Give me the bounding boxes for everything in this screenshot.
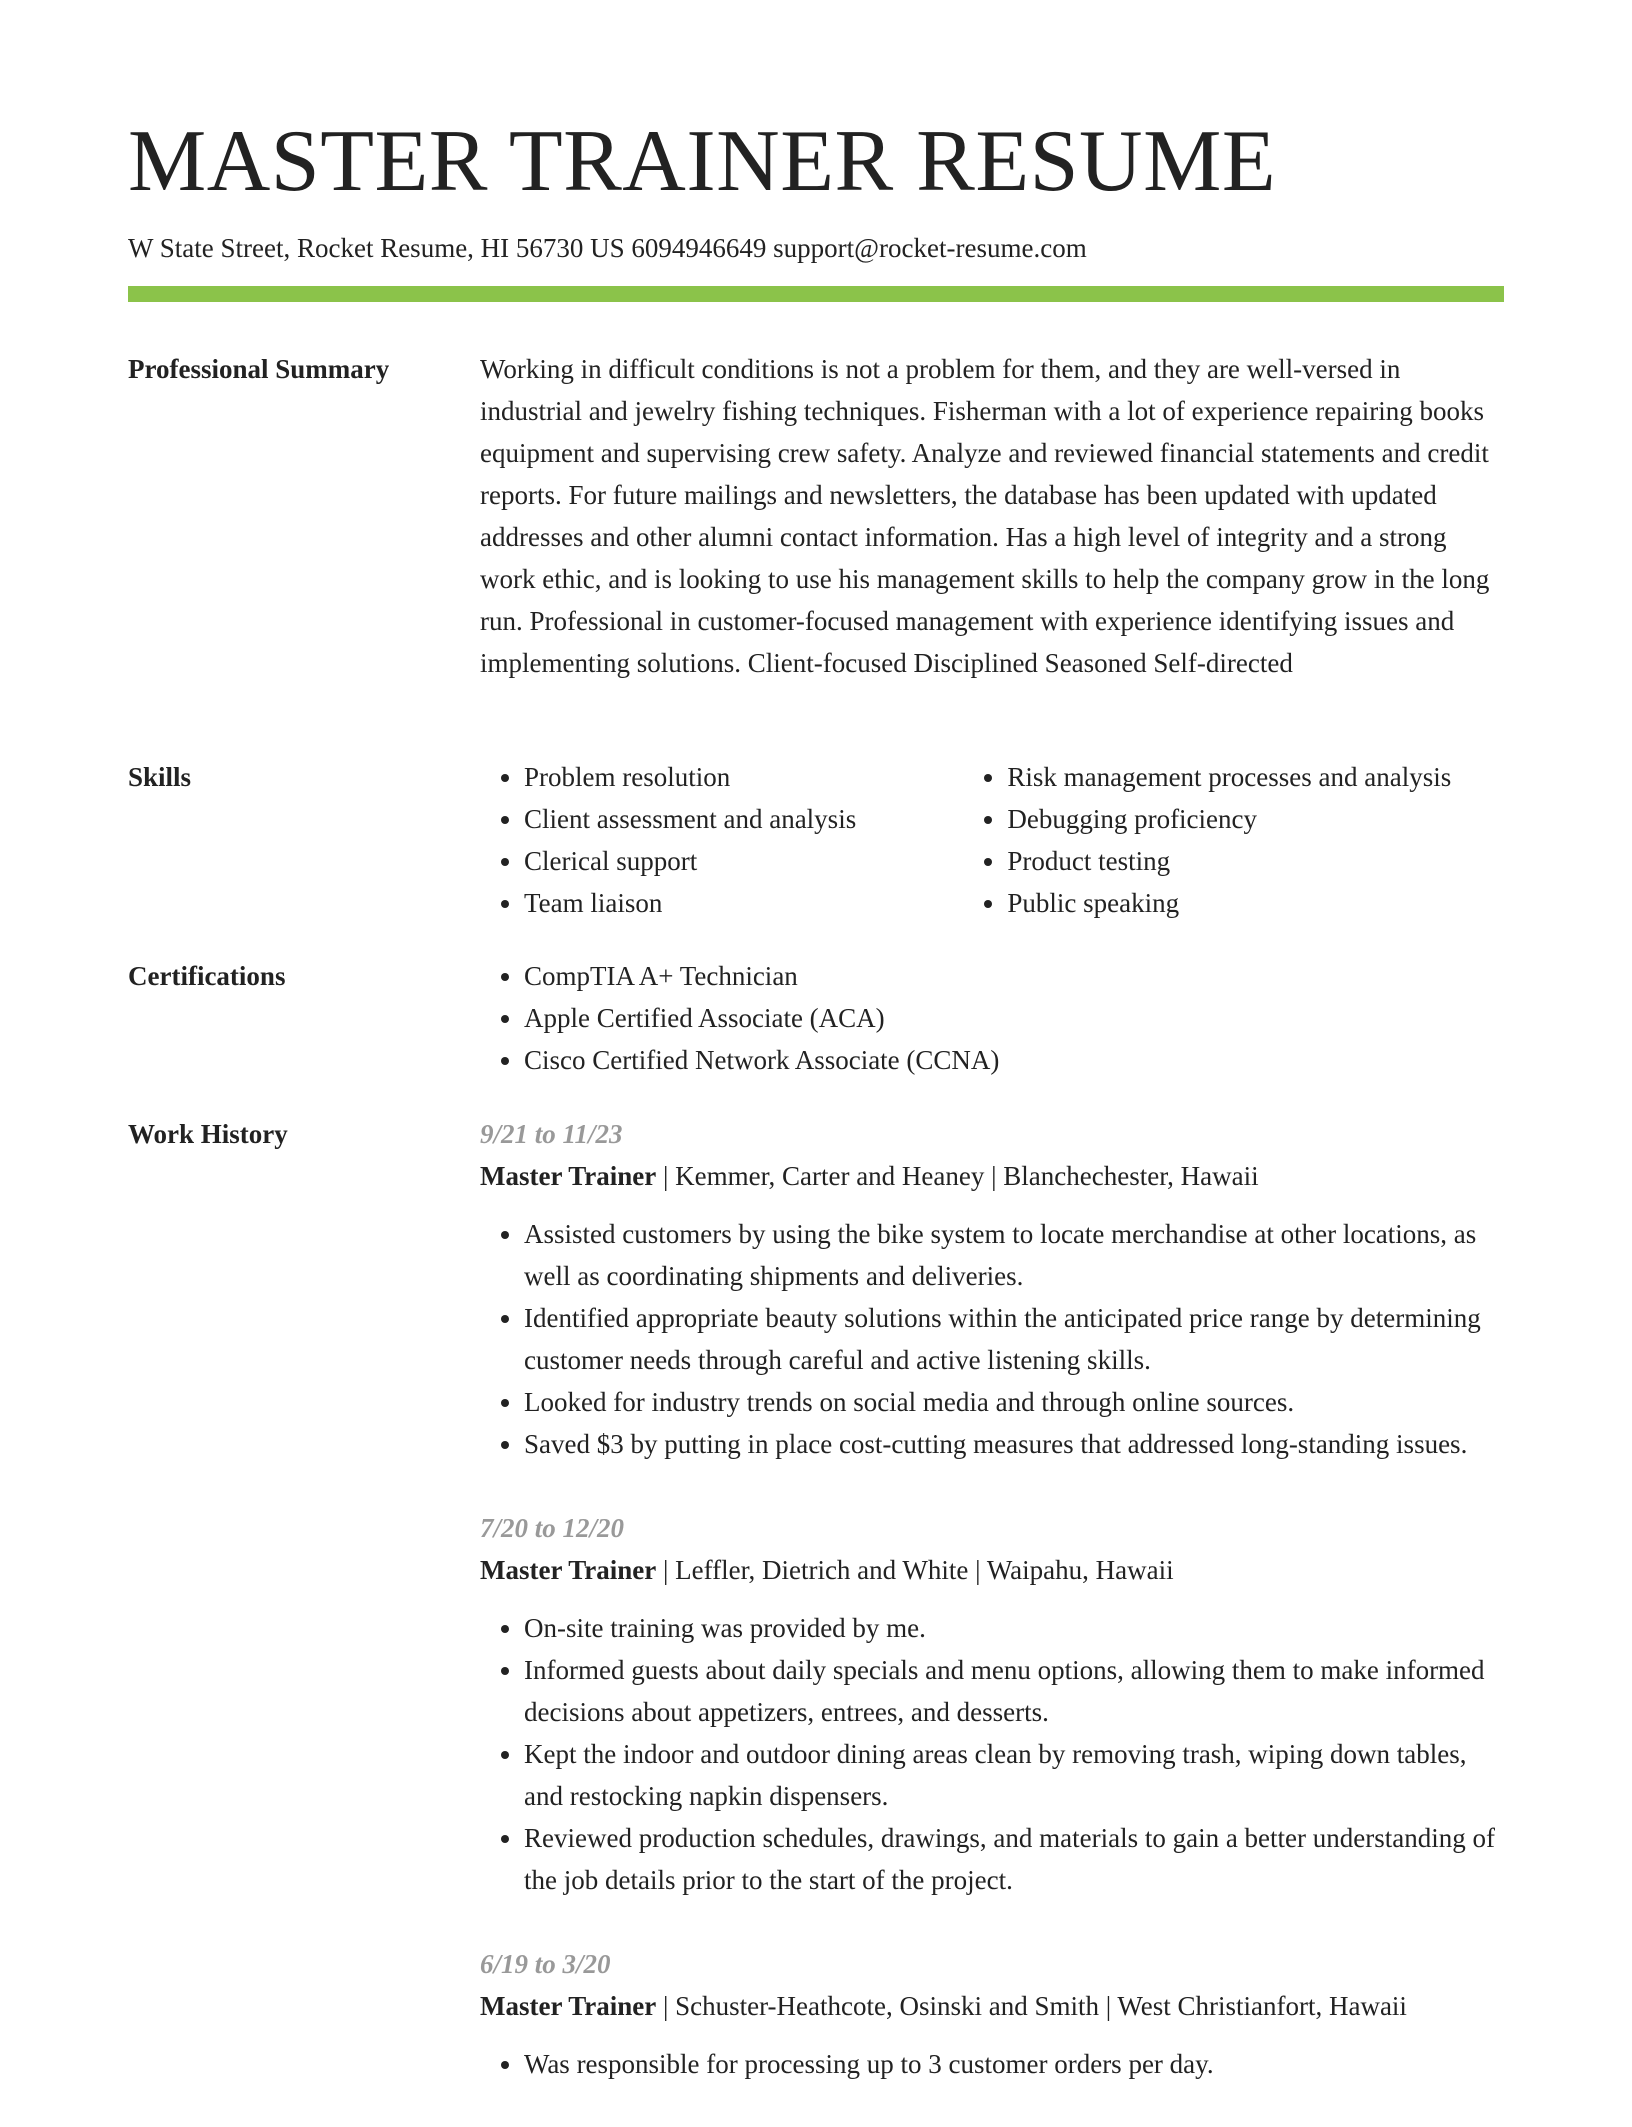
job-bullet: • Identified appropriate beauty solutions within the anticipated price range by determining customer needs through careful and active listening skills.: [524, 1297, 1504, 1381]
summary-label: Professional Summary: [128, 354, 390, 384]
job-bullet: • Looked for industry trends on social media and through online sources.: [524, 1381, 1504, 1423]
skills-list: [480, 756, 1504, 924]
job-bullet: • Assisted customers by using the bike system to locate merchandise at other locations, as well as coordinating shipments and deliveries.: [524, 1213, 1504, 1297]
job-bullets: [480, 2043, 1504, 2085]
job-heading: [480, 1155, 1504, 1197]
job-bullets: [480, 1213, 1504, 1465]
job-bullet: • On-site training was provided by me.: [524, 1607, 1504, 1649]
skills-label: Skills: [128, 762, 192, 792]
job-employer: | Leffler, Dietrich and White | Waipahu, Hawaii: [656, 1555, 1174, 1585]
skill-item: • Team liaison: [524, 882, 963, 924]
job-entry: [480, 1113, 1504, 1465]
job-bullet: • Was responsible for processing up to 3 customer orders per day.: [524, 2043, 1504, 2085]
skill-item: • Debugging proficiency: [1007, 798, 1504, 840]
certifications-list: [480, 955, 1504, 1081]
certifications-label: Certifications: [128, 961, 286, 991]
job-heading: [480, 1985, 1504, 2027]
skill-item: • Clerical support: [524, 840, 963, 882]
summary-text: Working in difficult conditions is not a problem for them, and they are well-versed in industrial and jewelry fishing techniques. Fisherman with a lot of experience repairing books equipment and supervising crew safety. Analyze and reviewed financial statements and credit reports. For future mailings and newsletters, the database has been updated with updated addresses and other alumni contact information. Has a high level of integrity and a strong work ethic, and is looking to use his management skills to help the company grow in the long run. Professional in customer-focused management with experience identifying issues and implementing solutions. Client-focused Disciplined Seasoned Self-directed: [480, 354, 1490, 678]
skill-item: • Product testing: [1007, 840, 1504, 882]
certification-item: • CompTIA A+ Technician: [524, 955, 1504, 997]
job-heading: [480, 1549, 1504, 1591]
certification-item: • Apple Certified Associate (ACA): [524, 997, 1504, 1039]
skill-item: • Client assessment and analysis: [524, 798, 963, 840]
job-title: Master Trainer: [480, 1991, 657, 2021]
skill-item: • Public speaking: [1007, 882, 1504, 924]
skills-column-right: [963, 756, 1504, 924]
job-bullet: • Reviewed production schedules, drawings, and materials to gain a better understanding of the job details prior to the start of the project.: [524, 1817, 1504, 1901]
job-employer: | Schuster-Heathcote, Osinski and Smith | West Christianfort, Hawaii: [656, 1991, 1407, 2021]
job-title: Master Trainer: [480, 1161, 657, 1191]
job-bullet: • Informed guests about daily specials and menu options, allowing them to make informed decisions about appetizers, entrees, and desserts.: [524, 1649, 1504, 1733]
job-dates: 9/21 to 11/23: [480, 1119, 623, 1149]
job-entry: [480, 1507, 1504, 1901]
header-divider: [128, 286, 1504, 302]
job-bullet: • Kept the indoor and outdoor dining areas clean by removing trash, wiping down tables, and restocking napkin dispensers.: [524, 1733, 1504, 1817]
work-history-label: Work History: [128, 1119, 288, 1149]
certification-item: • Cisco Certified Network Associate (CCNA): [524, 1039, 1504, 1081]
skill-item: • Problem resolution: [524, 756, 963, 798]
skills-column-left: [480, 756, 963, 924]
job-bullet: • Saved $3 by putting in place cost-cutting measures that addressed long-standing issues.: [524, 1423, 1504, 1465]
job-employer: | Kemmer, Carter and Heaney | Blanchechester, Hawaii: [656, 1161, 1259, 1191]
job-entry: [480, 1943, 1504, 2085]
job-dates: 7/20 to 12/20: [480, 1513, 625, 1543]
job-dates: 6/19 to 3/20: [480, 1949, 611, 1979]
contact-info: W State Street, Rocket Resume, HI 56730 US 6094946649 support@rocket-resume.com: [128, 233, 1087, 263]
resume-title: MASTER TRAINER RESUME: [128, 113, 1277, 210]
job-title: Master Trainer: [480, 1555, 657, 1585]
job-bullets: [480, 1607, 1504, 1901]
skill-item: • Risk management processes and analysis: [1007, 756, 1504, 798]
work-history-list: [480, 1113, 1504, 2127]
